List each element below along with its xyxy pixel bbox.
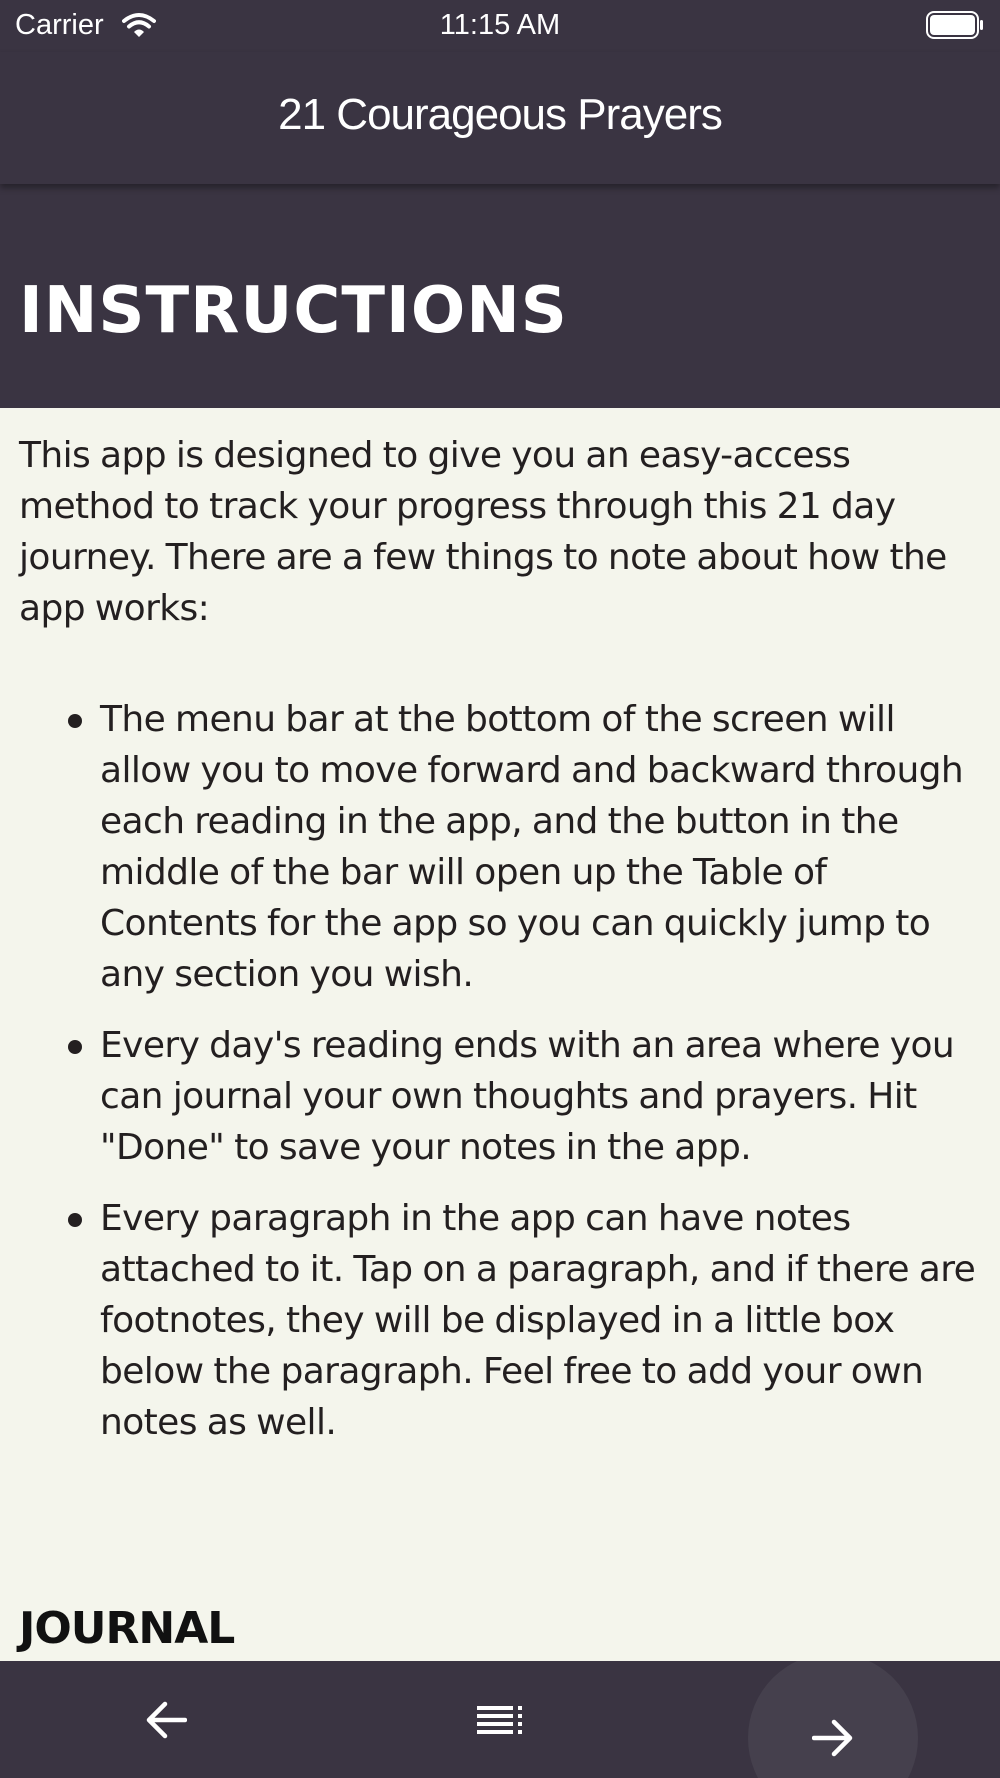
arrow-right-icon bbox=[812, 1719, 854, 1757]
navigation-bar bbox=[0, 52, 1000, 184]
status-time: 11:15 AM bbox=[439, 9, 561, 41]
bullet-icon bbox=[68, 1040, 82, 1054]
table-of-contents-icon bbox=[477, 1705, 523, 1735]
list-item[interactable] bbox=[0, 694, 980, 1000]
list-item[interactable] bbox=[0, 1193, 980, 1448]
app-title: 21 Courageous Prayers bbox=[278, 90, 722, 139]
carrier-label: Carrier bbox=[15, 9, 104, 41]
list-item[interactable] bbox=[0, 1020, 980, 1173]
status-bar bbox=[0, 0, 1000, 52]
arrow-left-icon bbox=[145, 1701, 187, 1739]
section-title: INSTRUCTIONS bbox=[19, 274, 568, 348]
journal-heading: JOURNAL bbox=[19, 1603, 235, 1654]
forward-button[interactable] bbox=[748, 1661, 918, 1778]
bullet-icon bbox=[68, 1213, 82, 1227]
intro-paragraph[interactable]: This app is designed to give you an easy-access method to track your progress through this 21 day journey. There are a few things to note about how the app works: bbox=[19, 435, 947, 629]
bottom-menu-bar bbox=[0, 1661, 1000, 1778]
table-of-contents-button[interactable] bbox=[420, 1661, 580, 1778]
list-item-text: Every paragraph in the app can have notes attached to it. Tap on a paragraph, and if there are footnotes, they will be displayed in a little box below the paragraph. Feel free to add your own notes as well. bbox=[100, 1198, 976, 1443]
reading-content[interactable] bbox=[0, 408, 1000, 1661]
back-button[interactable] bbox=[86, 1661, 246, 1778]
instructions-list bbox=[0, 694, 1000, 1448]
section-header bbox=[0, 184, 1000, 408]
list-item-text: The menu bar at the bottom of the screen will allow you to move forward and backward through each reading in the app, and the button in the middle of the bar will open up the Table of Contents for the app so you can quickly jump to any section you wish. bbox=[100, 699, 964, 995]
battery-icon bbox=[926, 11, 984, 39]
bullet-icon bbox=[68, 714, 82, 728]
list-item-text: Every day's reading ends with an area where you can journal your own thoughts and prayers. Hit "Done" to save your notes in the app. bbox=[100, 1025, 955, 1168]
